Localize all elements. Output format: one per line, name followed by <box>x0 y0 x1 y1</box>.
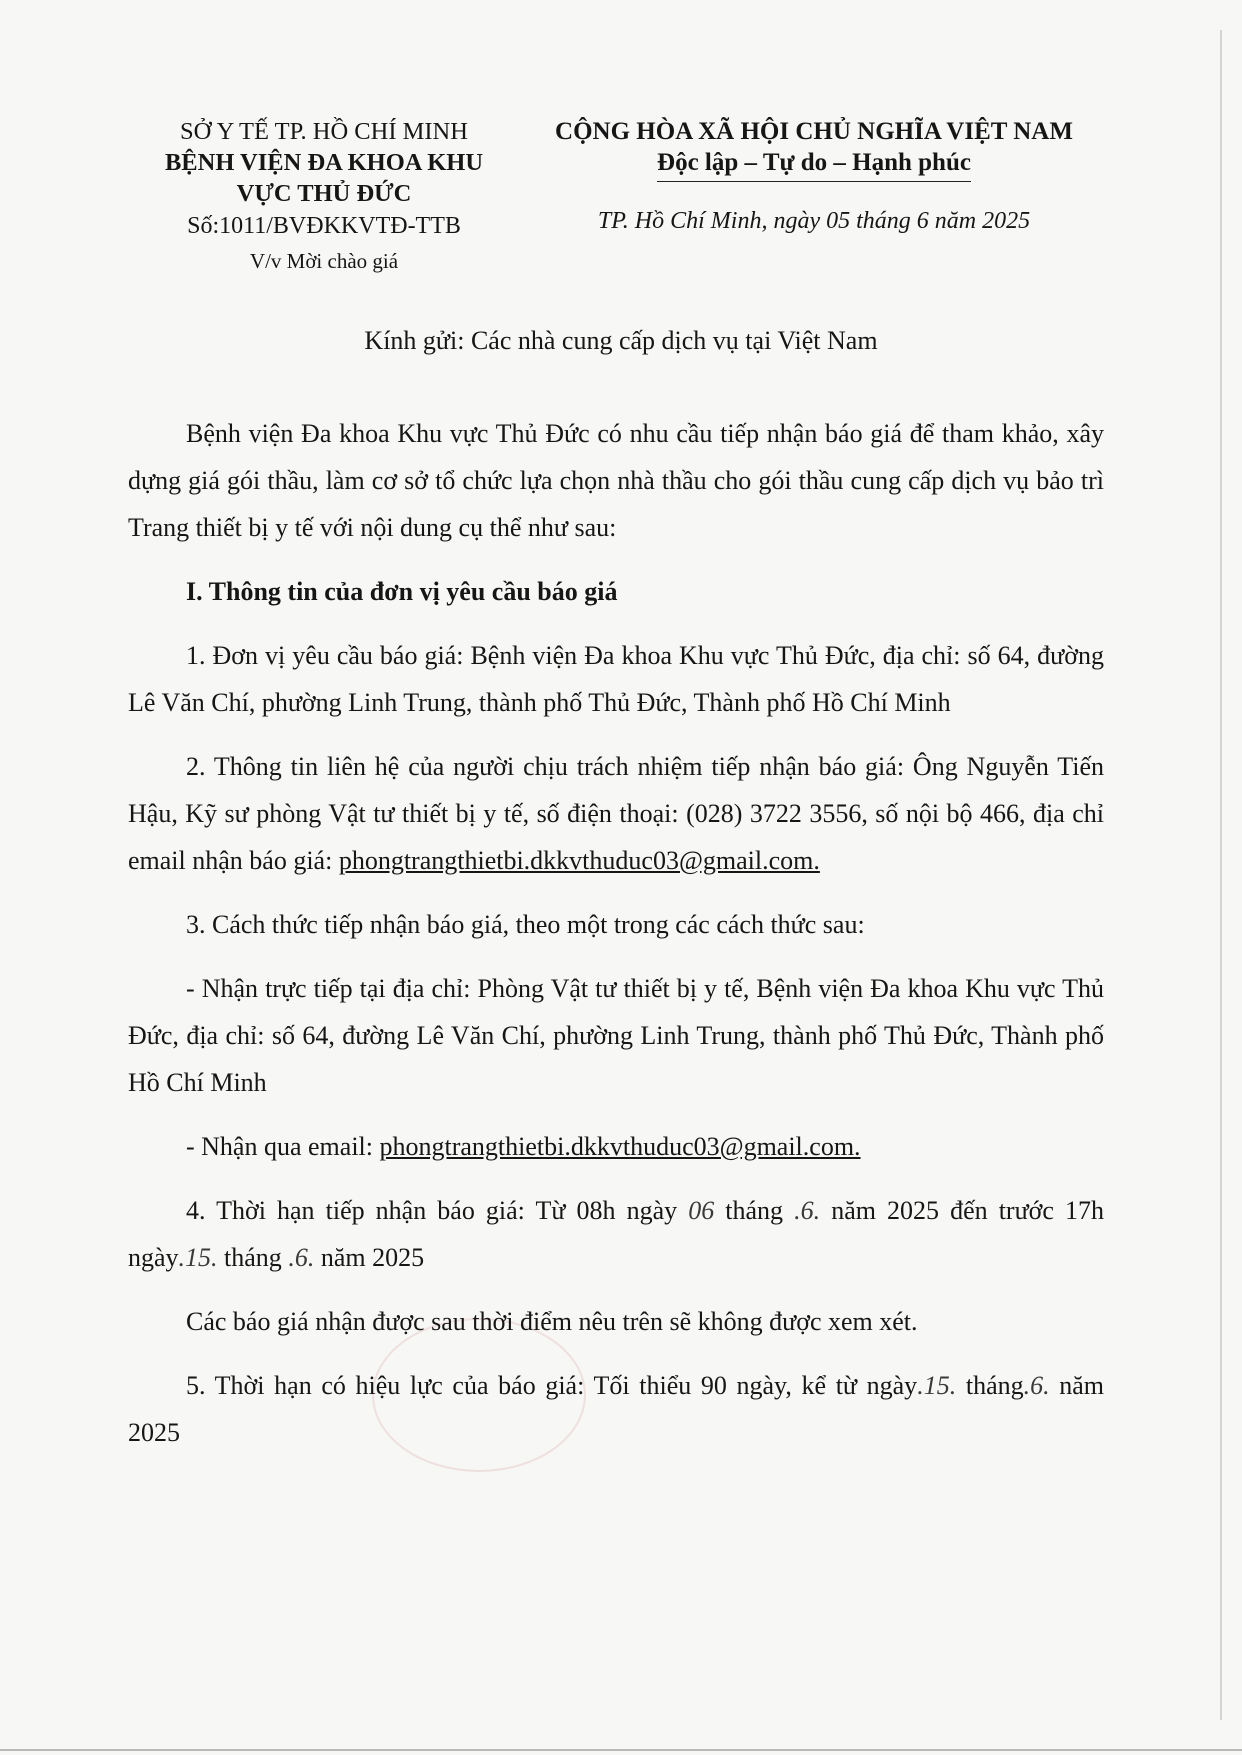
item-4-text: năm 2025 đến trước 17h ngày <box>128 1196 1105 1272</box>
national-block <box>520 116 1108 235</box>
item-4-text: 4. Thời hạn tiếp nhận báo giá: Từ 08h ngày <box>186 1196 678 1225</box>
national-motto: Độc lập – Tự do – Hạnh phúc <box>657 147 971 182</box>
document-number: Số:1011/BVĐKKVTĐ-TTB <box>187 213 461 239</box>
item-3-direct: - Nhận trực tiếp tại địa chỉ: Phòng Vật tư thiết bị y tế, Bệnh viện Đa khoa Khu vực Thủ Đức, địa chỉ: số 64, đường Lê Văn Chí, phường Linh Trung, thành phố Thủ Đức, Thành phố Hồ Chí Minh <box>128 974 1104 1097</box>
document-date: TP. Hồ Chí Minh, ngày 05 tháng 6 năm 2025 <box>597 208 1031 234</box>
item-4 <box>128 1187 1104 1281</box>
submission-email-link[interactable]: phongtrangthietbi.dkkvthuduc03@gmail.com. <box>379 1132 861 1161</box>
item-5 <box>128 1362 1104 1456</box>
issuer-block <box>118 116 530 277</box>
late-submission-note: Các báo giá nhận được sau thời điểm nêu trên sẽ không được xem xét. <box>186 1307 918 1336</box>
handwritten-day: .15. <box>178 1243 218 1272</box>
item-4-text: tháng <box>224 1243 282 1272</box>
item-3: 3. Cách thức tiếp nhận báo giá, theo một trong các cách thức sau: <box>186 910 865 939</box>
document-body <box>128 410 1104 1473</box>
item-4-text: tháng <box>725 1196 784 1225</box>
item-5-text: 5. Thời hạn có hiệu lực của báo giá: Tối thiểu 90 ngày, kể từ ngày <box>186 1371 918 1400</box>
intro-paragraph: Bệnh viện Đa khoa Khu vực Thủ Đức có nhu cầu tiếp nhận báo giá để tham khảo, xây dựng giá gói thầu, làm cơ sở tổ chức lựa chọn nhà thầu cho gói thầu cung cấp dịch vụ bảo trì Trang thiết bị y tế với nội dung cụ thể như sau: <box>128 419 1104 542</box>
handwritten-day: 06 <box>688 1196 715 1225</box>
document-subject: V/v Mời chào giá <box>249 249 399 273</box>
item-2 <box>128 743 1104 884</box>
page-edge-bottom <box>0 1749 1242 1751</box>
handwritten-month: .6. <box>794 1196 821 1225</box>
handwritten-month: .6. <box>1023 1371 1050 1400</box>
contact-email-link[interactable]: phongtrangthietbi.dkkvthuduc03@gmail.com. <box>338 846 820 875</box>
handwritten-day: .15. <box>917 1371 957 1400</box>
item-3-email <box>128 1123 1104 1170</box>
issuer-department: SỞ Y TẾ TP. HỒ CHÍ MINH <box>180 118 468 145</box>
handwritten-month: .6. <box>288 1243 315 1272</box>
page-edge <box>1220 30 1222 1720</box>
salutation: Kính gửi: Các nhà cung cấp dịch vụ tại Việt Nam <box>364 326 878 355</box>
issuer-hospital-line2: VỰC THỦ ĐỨC <box>236 180 412 207</box>
item-3-email-label: - Nhận qua email: <box>186 1132 373 1161</box>
item-4-text: năm 2025 <box>320 1243 425 1272</box>
item-1: 1. Đơn vị yêu cầu báo giá: Bệnh viện Đa khoa Khu vực Thủ Đức, địa chỉ: số 64, đường Lê Văn Chí, phường Linh Trung, thành phố Thủ Đức, Thành phố Hồ Chí Minh <box>128 641 1104 717</box>
item-5-text: tháng <box>965 1371 1024 1400</box>
item-5-text: năm 2025 <box>128 1371 1105 1447</box>
issuer-hospital-line1: BỆNH VIỆN ĐA KHOA KHU <box>164 149 484 176</box>
section-heading: I. Thông tin của đơn vị yêu cầu báo giá <box>186 577 618 606</box>
item-2-text: 2. Thông tin liên hệ của người chịu trách nhiệm tiếp nhận báo giá: Ông Nguyễn Tiến Hậu, Kỹ sư phòng Vật tư thiết bị y tế, số điện thoại: (028) 3722 3556, số nội bộ 466, địa chỉ email nhận báo giá: <box>128 752 1104 875</box>
national-title: CỘNG HÒA XÃ HỘI CHỦ NGHĨA VIỆT NAM <box>555 118 1073 145</box>
